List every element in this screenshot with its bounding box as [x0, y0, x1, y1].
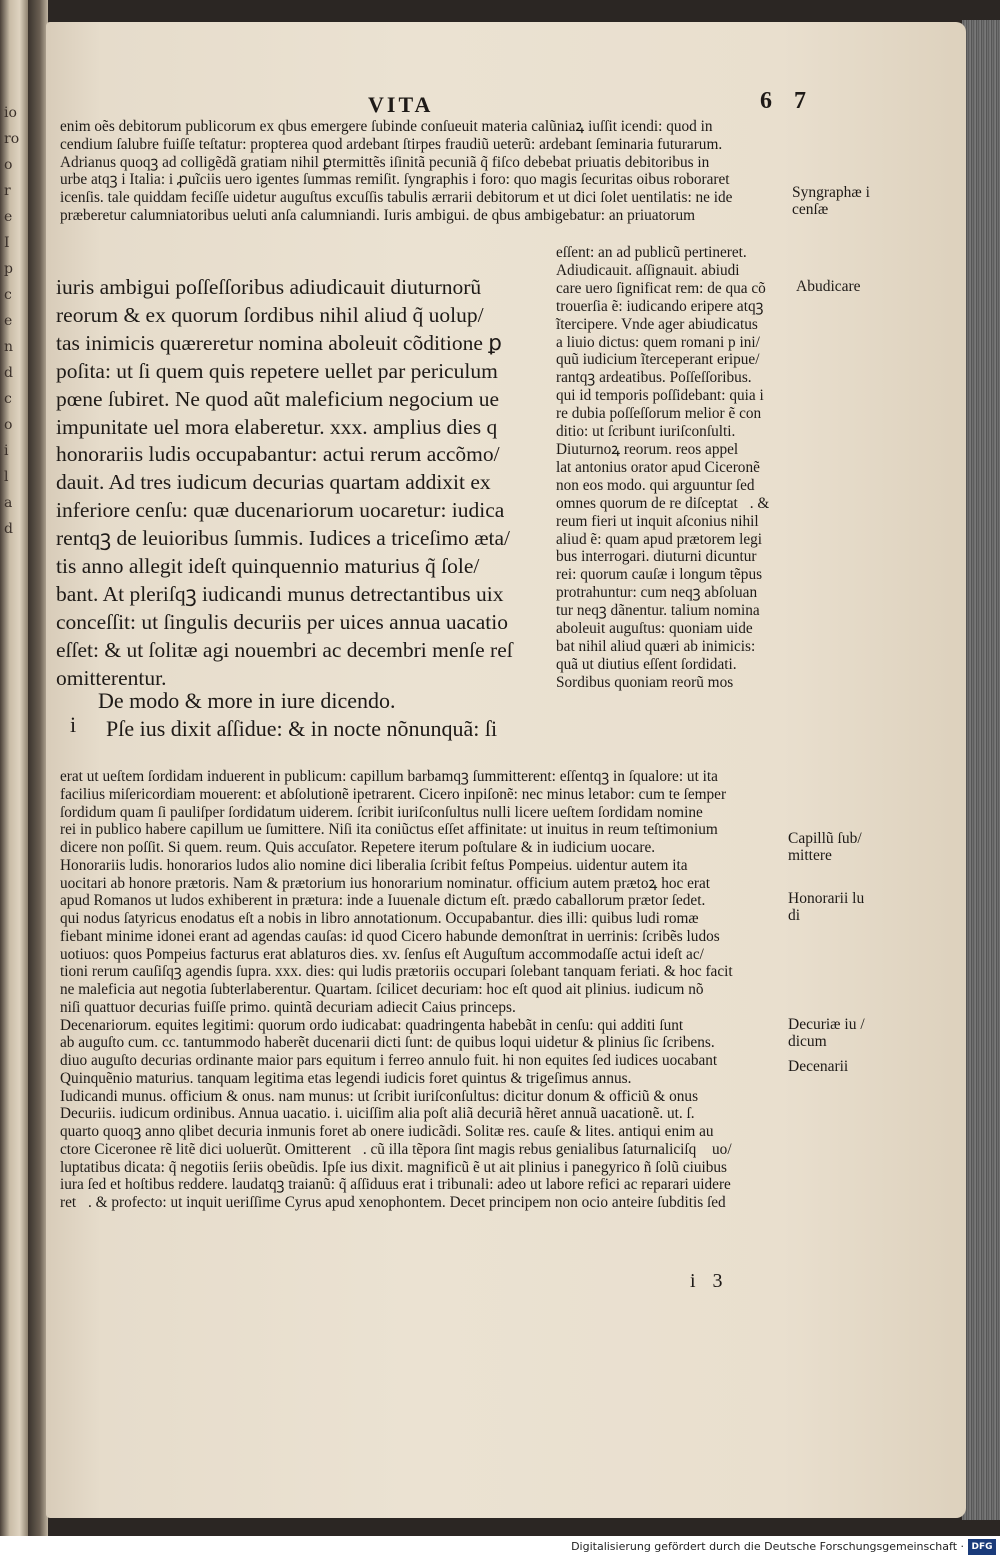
- facing-page-fragment: c: [4, 391, 12, 407]
- margin-note-decuriae: [788, 1016, 865, 1050]
- book-page: [46, 22, 966, 1518]
- facing-page-fragment: ro: [4, 131, 20, 147]
- facing-page-fragment: o: [4, 157, 13, 173]
- text-line: reum fieri ut inquit aſconius nihil: [556, 512, 759, 530]
- signature-mark: i 3: [690, 1270, 729, 1292]
- text-line: quarto quoqꝫ anno qlibet decuria inmunis foret ab onere iudicãdi. Solitæ res. cauſe & lites. antiqui enim au: [60, 1123, 714, 1140]
- facing-page-fragment: n: [4, 339, 14, 355]
- margin-note-honorarii: [788, 890, 864, 924]
- text-line: tas inimicis quæreretur nomina aboleuit cõditione ꝑ: [56, 330, 502, 355]
- text-line: bant. At pleriſqꝫ iudicandi munus detrectantibus uix: [56, 581, 504, 606]
- text-line: ab auguſto cum. cc. tantummodo haberẽt ducenarii dicti ſunt: de quibus loqui uidetur & plinius ſic ſcribens.: [60, 1034, 715, 1052]
- page-stack-edge: [962, 20, 1000, 1520]
- text-line: urbe atqꝫ i Italia: i ꝓuĩciis uero igentes ſummas remiſit. ſyngraphis i foro: quo magis ſecuritas oibus roboraret: [60, 171, 730, 189]
- text-line: icenſis. tale quiddam feciſſe uidetur auguſtus excuſſis tabulis ærrarii debitorum et ut dici ſolet uentilatis: ne ide: [60, 189, 733, 206]
- text-line: rei: quorum cauſæ i longum tẽpus: [556, 566, 763, 584]
- text-line: qui nodus ſatyricus enodatus eſt a nobis in libro annotationum. Occupabantur. dies illi: quibus ludi romæ: [60, 910, 699, 927]
- text-line: uotiuos: quos Pompeius facturus erat ablaturos dies. xv. ſenſus eſt Auguſtum accommodaſſe actui ideſt ac/: [60, 945, 704, 963]
- facing-page-fragment: I: [4, 235, 10, 251]
- text-line: eſſent: an ad publicũ pertineret.: [556, 244, 747, 261]
- text-line: re dubia poſſeſſorum melior ẽ con: [556, 405, 762, 423]
- margin-note-syngraphae: [792, 184, 870, 218]
- text-line: reorum & ex quorum ſordibus nihil aliud q̃ uolup/: [56, 302, 484, 327]
- margin-note-line: Syngraphæ i: [792, 184, 870, 201]
- chapter-initial: i: [70, 712, 77, 737]
- text-line: impunitate uel mora elaberetur. xxx. amplius dies q: [56, 414, 498, 439]
- text-line: aboleuit auguſtus: quoniam uide: [556, 620, 753, 638]
- right-commentary: [556, 244, 769, 692]
- text-line: a liuio dictus: quem romani p ini/: [556, 333, 760, 351]
- facing-page-fragment: d: [4, 521, 13, 537]
- text-line: Decuriis. iudicum ordinibus. Annua uacatio. i. uiciſſim alia poſt aliã decuriã hẽret annuã uacationẽ. ut. ſ.: [60, 1105, 695, 1123]
- margin-note-decenarii: [788, 1058, 848, 1075]
- facing-page-fragment: e: [4, 313, 13, 329]
- top-commentary: [60, 118, 732, 225]
- margin-note-line: di: [788, 907, 801, 924]
- text-line: qui id temporis poſſidebant: quia i: [556, 387, 764, 405]
- text-line: præberetur calumniatoribus ueluti anſa calumniandi. Iuris ambigui. de qbus ambigebatur: an priuatorum: [60, 206, 696, 224]
- margin-note-line: Capillũ ſub/: [788, 830, 862, 847]
- margin-note-abiudicare: [796, 278, 861, 295]
- margin-note-line: Decenarii: [788, 1058, 849, 1075]
- text-line: tur neqꝫ dãnentur. talium nomina: [556, 602, 760, 620]
- margin-note-line: Abudicare: [796, 278, 861, 295]
- text-line: Iudicandi munus. officium & onus. nam munus: ut ſcribit iuriſconſultus: dicitur donum & officiũ & onus: [60, 1087, 699, 1105]
- text-line: luptatibus dicata: q̃ negotiis ſeriis obeũdis. Ipſe ius dixit. magnificũ ẽ ut ait plinius i panegyrico ñ ſolũ ciuibus: [60, 1158, 728, 1176]
- margin-note-line: Honorarii lu: [788, 890, 865, 907]
- text-line: Sordibus quoniam reorũ mos: [556, 673, 734, 691]
- text-line: Adiudicauit. aſſignauit. abiudi: [556, 261, 740, 279]
- text-line: care uero ſignificat rem: de qua cõ: [556, 279, 766, 297]
- facing-page-fragment: i: [4, 443, 9, 459]
- facing-page-fragment: io: [4, 105, 17, 121]
- text-line: Diuturnoꝝ reorum. reos appel: [556, 440, 739, 458]
- text-line: ne maleficia aut negotia ſubterlaberentur. Quartam. ſcilicet decuriam: hoc eſt quod ait plinius. iudicum nõ: [60, 981, 704, 998]
- text-line: ret᷑. & profecto: ut inquit ueriſſime Cyrus apud xenophontem. Decet principem non ocio anteire ſubditis ſed: [60, 1194, 726, 1211]
- text-line: iura ſed et hoſtibus reddere. laudatqꝫ traianũ: q̃ aſſiduus erat i tribunali: adeo ut labore refici ac reparari uidere: [60, 1176, 731, 1194]
- text-line: tioni rerum cauſiſqꝫ agendis ſupra. xxx. dies: qui ludis prætoriis occupari ſolebant tanquam feriati. & hoc facit: [60, 963, 733, 981]
- margin-note-line: cenſæ: [792, 201, 829, 218]
- facing-page-edge: [0, 0, 28, 1536]
- text-line: dauit. Ad tres iudicum decurias quartam addixit ex: [56, 470, 491, 495]
- facing-page-fragment: l: [4, 469, 9, 485]
- text-line: rei in publico habere capillum ue ſumittere. Niſi ita coniũctus eſſet affinitate: ut inuitus in reum teſtimonium: [60, 821, 718, 839]
- text-line: protrahuntur: cum neqꝫ abſoluan: [556, 584, 758, 602]
- text-line: tis anno allegit ideſt quinquennio maturius q̃ ſole/: [56, 554, 480, 579]
- main-text: [56, 274, 513, 693]
- facing-page-fragment: a: [4, 495, 13, 511]
- text-line: fiebant minime idonei erant ad agendas cauſas: id quod Cicero habunde demonſtrat in uerrinis: ſcribẽs ludos: [60, 927, 720, 945]
- facing-page-fragments: [4, 100, 26, 542]
- text-line: facilius miſericordiam mouerent: et abſolutionẽ ipetrarent. Cicero inpiſonẽ: nec minus letabor: cum te ſemper: [60, 785, 727, 803]
- text-line: niſi quattuor decurias fuiſſe primo. quintã decuriam adiecit Caius princeps.: [60, 998, 516, 1016]
- text-line: ĩtercipere. Vnde ager abiudicatus: [556, 315, 758, 333]
- footer-credit: Digitalisierung gefördert durch die Deutsche Forschungsgemeinschaft ·: [571, 1540, 964, 1553]
- text-line: omitterentur.: [56, 665, 167, 690]
- text-line: Adrianus quoqꝫ ad colligẽdã gratiam nihil ꝑtermittẽs iſinitã pecuniã q̃ fiſco debebat priuatis debitoribus in: [60, 153, 710, 171]
- text-line: dicere non poſſit. Si quem. reum. Quis accuſator. Repetere iterum poſtulare & in iudicium uocare.: [60, 839, 656, 856]
- text-line: rantqꝫ ardeatibus. Poſſeſſoribus.: [556, 369, 752, 387]
- text-line: poſita: ut ſi quem quis repetere uellet par periculum: [56, 358, 498, 383]
- text-line: cendium ſalubre fuiſſe teſtatur: propterea quod ardebant ſtirpes fraudiũ ueterũ: ardebant ſeminaria futurarum.: [60, 135, 723, 153]
- facing-page-fragment: d: [4, 365, 13, 381]
- text-line: pœne ſubiret. Ne quod aũt maleficium negocium ue: [56, 386, 500, 411]
- facing-page-fragment: o: [4, 417, 13, 433]
- text-line: erat ut ueſtem ſordidam induerent in publicum: capillum barbamqꝫ ſummitterent: eſſentqꝫ in ſqualore: ut ita: [60, 768, 718, 785]
- text-line: ſordidum quam ſi pauliſper ſordidatum uiderem. ſcribit iuriſconſultus nulli licere ueſtem ſordidam nomine: [60, 803, 703, 821]
- text-line: quã ut diutius eſſent ſordidati.: [556, 655, 737, 673]
- text-line: lat antonius orator apud Ciceronẽ: [556, 458, 760, 476]
- margin-note-line: Decuriæ iu /: [788, 1016, 865, 1033]
- dfg-logo: DFG: [968, 1539, 996, 1555]
- text-line: apud Romanos ut ludos exhiberent in prætura: inde a Iuuenale dictum eſt. prædo caballorum prætor ſedet.: [60, 892, 706, 910]
- facing-page-fragment: e: [4, 209, 13, 225]
- text-line: conceſſit: ut ſingulis decuriis per uices annua uacatio: [56, 609, 508, 634]
- text-line: Honorariis ludis. honorarios ludos alio nomine dici liberalia ſcribit feſtus Pompeius. uidentur autem ita: [60, 856, 688, 874]
- text-line: ditio: ut ſcribunt iuriſconſulti.: [556, 423, 736, 441]
- chapter-heading: De modo & more in iure dicendo.: [98, 688, 396, 713]
- text-line: ctore Ciceronee rẽ litẽ dici uoluerũt. Omitterent᷑. cũ illa tẽpora ſint magis rebus genialibus ſaturnaliciſqꝫ uo/: [60, 1140, 732, 1158]
- text-line: bus interrogari. diuturni dicuntur: [556, 548, 757, 566]
- text-line: rentqꝫ de leuioribus ſummis. Iudices a triceſimo æta/: [56, 526, 511, 551]
- facing-page-fragment: r: [4, 183, 11, 199]
- margin-note-line: mittere: [788, 847, 832, 864]
- margin-note-line: dicum: [788, 1033, 827, 1050]
- margin-note-capillum: [788, 830, 862, 864]
- text-line: non eos modo. qui arguuntur ſed: [556, 476, 755, 494]
- digitization-footer: [0, 1536, 1000, 1560]
- text-line: Quinquẽnio maturius. tanquam legitima etas legendi iudicis foret quintus & trigeſimus annus.: [60, 1069, 632, 1087]
- text-line: omnes quorum de re diſceptat᷑. &: [556, 494, 770, 512]
- text-line: Decenariorum. equites legitimi: quorum ordo iudicabat: quadringenta habebãt in cenſu: qui additi ſunt: [60, 1016, 684, 1034]
- text-line: aliud ẽ: quam apud prætorem legi: [556, 530, 763, 548]
- text-line: diuo auguſto decurias ordinante maior pars equitum i ferreo annulo fuit. hi non equites ſed iudices uocabant: [60, 1052, 718, 1069]
- text-line: enim oẽs debitorum publicorum ex qbus emergere ſubinde conſueuit materia calũniaꝝ iuſſit icendi: quod in: [60, 118, 713, 135]
- running-title: VITA: [368, 92, 434, 117]
- chapter-first-line: Pſe ius dixit aſſidue: & in nocte nõnunquã: ſi: [106, 716, 498, 741]
- text-line: eſſet: & ut ſolitæ agi nouembri ac decembri menſe reſ: [56, 637, 513, 662]
- text-line: quũ iudicium ĩterceperant eripue/: [556, 351, 760, 369]
- text-line: honorariis ludis occupabantur: actui rerum accõmo/: [56, 442, 500, 467]
- page-number: 6 7: [760, 88, 814, 114]
- text-line: uocitari ab honore prætoris. Nam & prætorium ius honorarium nominatur. officium autem prætoꝝ hoc erat: [60, 874, 711, 892]
- text-line: bat nihil aliud quæri ab inimicis:: [556, 637, 756, 655]
- facing-page-fragment: c: [4, 287, 12, 303]
- book-gutter: [28, 0, 48, 1536]
- text-line: trouerſia ẽ: iudicando eripere atqꝫ: [556, 297, 764, 315]
- text-line: inferiore cenſu: quæ ducenariorum uocaretur: iudica: [56, 498, 505, 523]
- bottom-commentary: [60, 768, 733, 1212]
- facing-page-fragment: p: [4, 261, 13, 277]
- text-line: iuris ambigui poſſeſſoribus adiudicauit diuturnorũ: [56, 275, 482, 299]
